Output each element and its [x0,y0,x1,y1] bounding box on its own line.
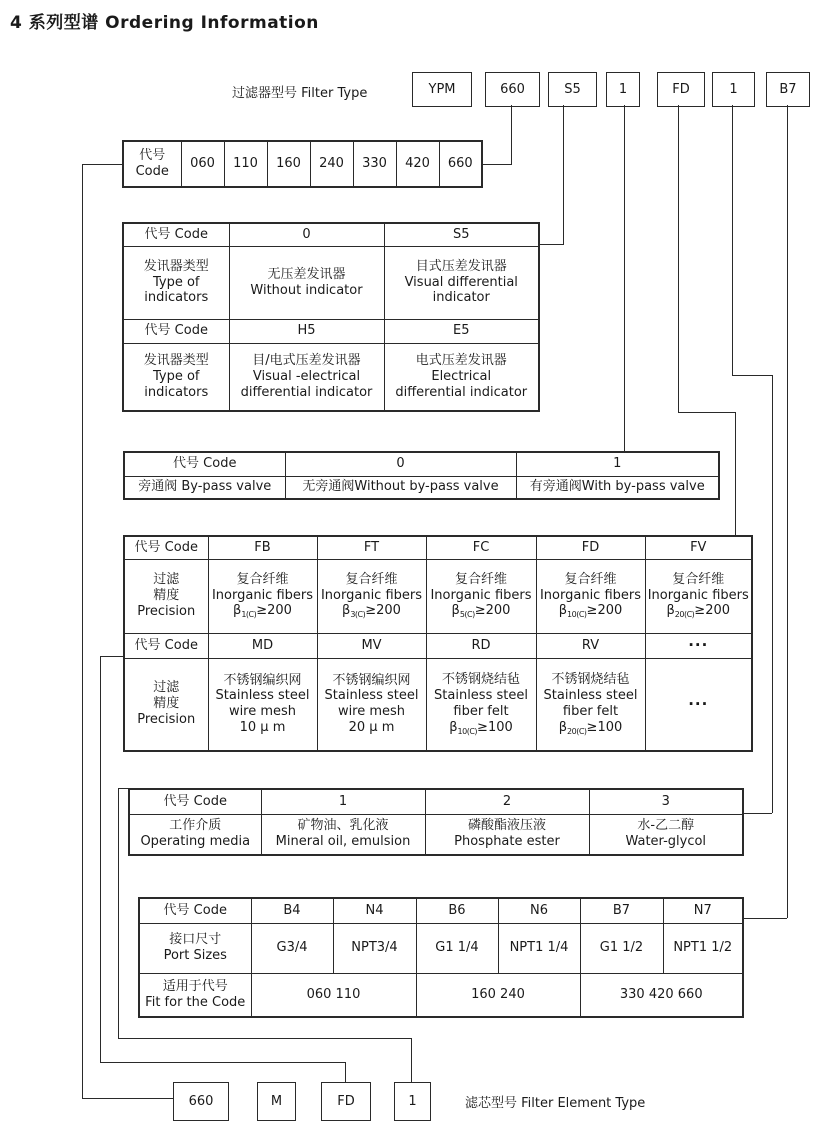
table-row [139,973,743,1017]
indicator-type-label: 发讯器类型 Type of indicators [123,343,229,411]
filter-code-box-precision: FD [657,72,705,107]
table-row [123,141,482,187]
connector-line [82,1098,173,1099]
fiber-cell: 复合纤维 Inorganic fibers $\beta_{20(C)}\ge 200$ [645,559,752,633]
table-row [124,633,752,658]
table-row [139,923,743,973]
indicator-type-table [122,222,540,412]
element-type-label: 滤芯型号 Filter Element Type [465,1096,646,1111]
element-code-box-media: 1 [394,1082,431,1121]
fit-for-code-label: 适用于代号 Fit for the Code [139,973,251,1017]
filtration-precision-table [123,535,753,752]
port-size-cell: NPT3/4 [333,923,416,973]
fit-code-cell: 160 240 [416,973,580,1017]
size-code-cell: 160 [267,141,310,187]
connector-line [483,164,512,165]
table-row [123,223,539,246]
table-row [124,658,752,751]
steel-cell: ··· [645,658,752,751]
connector-line [345,1062,346,1082]
port-sizes-label: 接口尺寸 Port Sizes [139,923,251,973]
operating-media-table [128,788,744,856]
table-row [124,536,752,559]
bypass-desc-cell: 无旁通阀Without by-pass valve [285,476,516,499]
fiber-cell: 复合纤维 Inorganic fibers $\beta_{5(C)}\ge 200$ [426,559,536,633]
indicator-code-cell: 0 [229,223,384,246]
connector-line [540,244,564,245]
connector-line [678,412,736,413]
precision-code-cell: FT [317,536,426,559]
size-code-cell: 330 [353,141,396,187]
port-code-cell: N6 [498,898,580,923]
size-code-cell: 660 [439,141,482,187]
filter-type-label: 过滤器型号 Filter Type [232,86,368,101]
code-label-cell: 代号 Code [124,536,208,559]
precision-code-cell: RD [426,633,536,658]
bypass-valve-label: 旁通阀 By-pass valve [124,476,285,499]
connector-line [118,1038,411,1039]
media-label: 工作介质 Operating media [129,814,261,855]
filter-code-box-series: YPM [412,72,472,107]
precision-code-cell: ··· [645,633,752,658]
precision-code-cell: FB [208,536,317,559]
connector-line [735,412,736,535]
media-code-cell: 3 [589,789,743,814]
connector-line [100,1062,345,1063]
table-row [123,319,539,343]
connector-line [82,164,122,165]
port-code-cell: N7 [663,898,743,923]
element-code-box-precision: FD [321,1082,371,1121]
element-code-box-size: 660 [173,1082,229,1121]
connector-line [732,105,733,375]
size-code-cell: 420 [396,141,439,187]
port-size-table [138,897,744,1018]
connector-line [118,788,119,1038]
size-code-cell: 240 [310,141,353,187]
code-label-cell: 代号 Code [124,633,208,658]
precision-code-cell: MD [208,633,317,658]
indicator-desc-cell: 目式压差发讯器 Visual differential indicator [384,246,539,319]
size-code-cell: 110 [224,141,267,187]
connector-line [772,375,773,813]
connector-line [624,105,625,451]
connector-line [744,813,772,814]
port-size-cell: G3/4 [251,923,333,973]
connector-line [678,105,679,412]
port-size-cell: G1 1/2 [580,923,663,973]
filter-code-box-bypass: 1 [606,72,640,107]
precision-code-cell: FV [645,536,752,559]
port-size-cell: NPT1 1/2 [663,923,743,973]
precision-label: 过滤 精度 Precision [124,559,208,633]
page-title: 4 系列型谱 Ordering Information [10,13,319,33]
table-row [139,898,743,923]
precision-code-cell: RV [536,633,645,658]
fiber-cell: 复合纤维 Inorganic fibers $\beta_{3(C)}\ge 200$ [317,559,426,633]
filter-code-box-indicator: S5 [548,72,597,107]
precision-code-cell: FD [536,536,645,559]
code-label-cell: 代号 Code [129,789,261,814]
fit-code-cell: 330 420 660 [580,973,743,1017]
connector-line [411,1038,412,1082]
media-code-cell: 2 [425,789,589,814]
indicator-code-cell: H5 [229,319,384,343]
bypass-valve-table [123,451,720,500]
size-code-table [122,140,483,188]
port-code-cell: B4 [251,898,333,923]
indicator-desc-cell: 电式压差发讯器 Electrical differential indicator [384,343,539,411]
code-label-cell: 代号 Code [139,898,251,923]
bypass-code-cell: 1 [516,452,719,476]
steel-cell: 不锈钢烧结毡 Stainless steel fiber felt $\beta_{10(C)}\ge 100$ [426,658,536,751]
size-code-cell: 060 [181,141,224,187]
fiber-cell: 复合纤维 Inorganic fibers $\beta_{10(C)}\ge 200$ [536,559,645,633]
indicator-code-cell: S5 [384,223,539,246]
precision-code-cell: FC [426,536,536,559]
indicator-code-cell: E5 [384,319,539,343]
media-cell: 磷酸酯液压液 Phosphate ester [425,814,589,855]
table-row [129,789,743,814]
fiber-cell: 复合纤维 Inorganic fibers $\beta_{1(C)}\ge 200$ [208,559,317,633]
steel-cell: 不锈钢烧结毡 Stainless steel fiber felt $\beta_{20(C)}\ge 100$ [536,658,645,751]
table-row [123,343,539,411]
element-code-box-type: M [257,1082,296,1121]
steel-cell: 不锈钢编织网 Stainless steel wire mesh 20 μ m [317,658,426,751]
port-code-cell: B6 [416,898,498,923]
bypass-desc-cell: 有旁通阀With by-pass valve [516,476,719,499]
connector-line [100,656,101,1062]
precision-label: 过滤 精度 Precision [124,658,208,751]
table-row [124,476,719,499]
indicator-type-label: 发讯器类型 Type of indicators [123,246,229,319]
filter-code-box-media: 1 [712,72,755,107]
table-row [129,814,743,855]
port-code-cell: B7 [580,898,663,923]
code-label-cell: 代号 Code [124,452,285,476]
filter-code-box-port: B7 [766,72,810,107]
indicator-desc-cell: 无压差发讯器 Without indicator [229,246,384,319]
connector-line [744,918,787,919]
table-row [124,452,719,476]
media-cell: 水-乙二醇 Water-glycol [589,814,743,855]
connector-line [118,788,128,789]
filter-code-box-size: 660 [485,72,540,107]
fit-code-cell: 060 110 [251,973,416,1017]
port-code-cell: N4 [333,898,416,923]
precision-code-cell: MV [317,633,426,658]
media-cell: 矿物油、乳化液 Mineral oil, emulsion [261,814,425,855]
table-row [124,559,752,633]
table-row [123,246,539,319]
port-size-cell: G1 1/4 [416,923,498,973]
media-code-cell: 1 [261,789,425,814]
connector-line [563,105,564,244]
connector-line [732,375,773,376]
connector-line [787,105,788,918]
code-label-cell: 代号 Code [123,223,229,246]
size-code-header: 代号 Code [123,141,181,187]
code-label-cell: 代号 Code [123,319,229,343]
connector-line [100,656,123,657]
connector-line [511,105,512,164]
steel-cell: 不锈钢编织网 Stainless steel wire mesh 10 μ m [208,658,317,751]
port-size-cell: NPT1 1/4 [498,923,580,973]
bypass-code-cell: 0 [285,452,516,476]
indicator-desc-cell: 目/电式压差发讯器 Visual -electrical differential indicator [229,343,384,411]
connector-line [82,164,83,1099]
